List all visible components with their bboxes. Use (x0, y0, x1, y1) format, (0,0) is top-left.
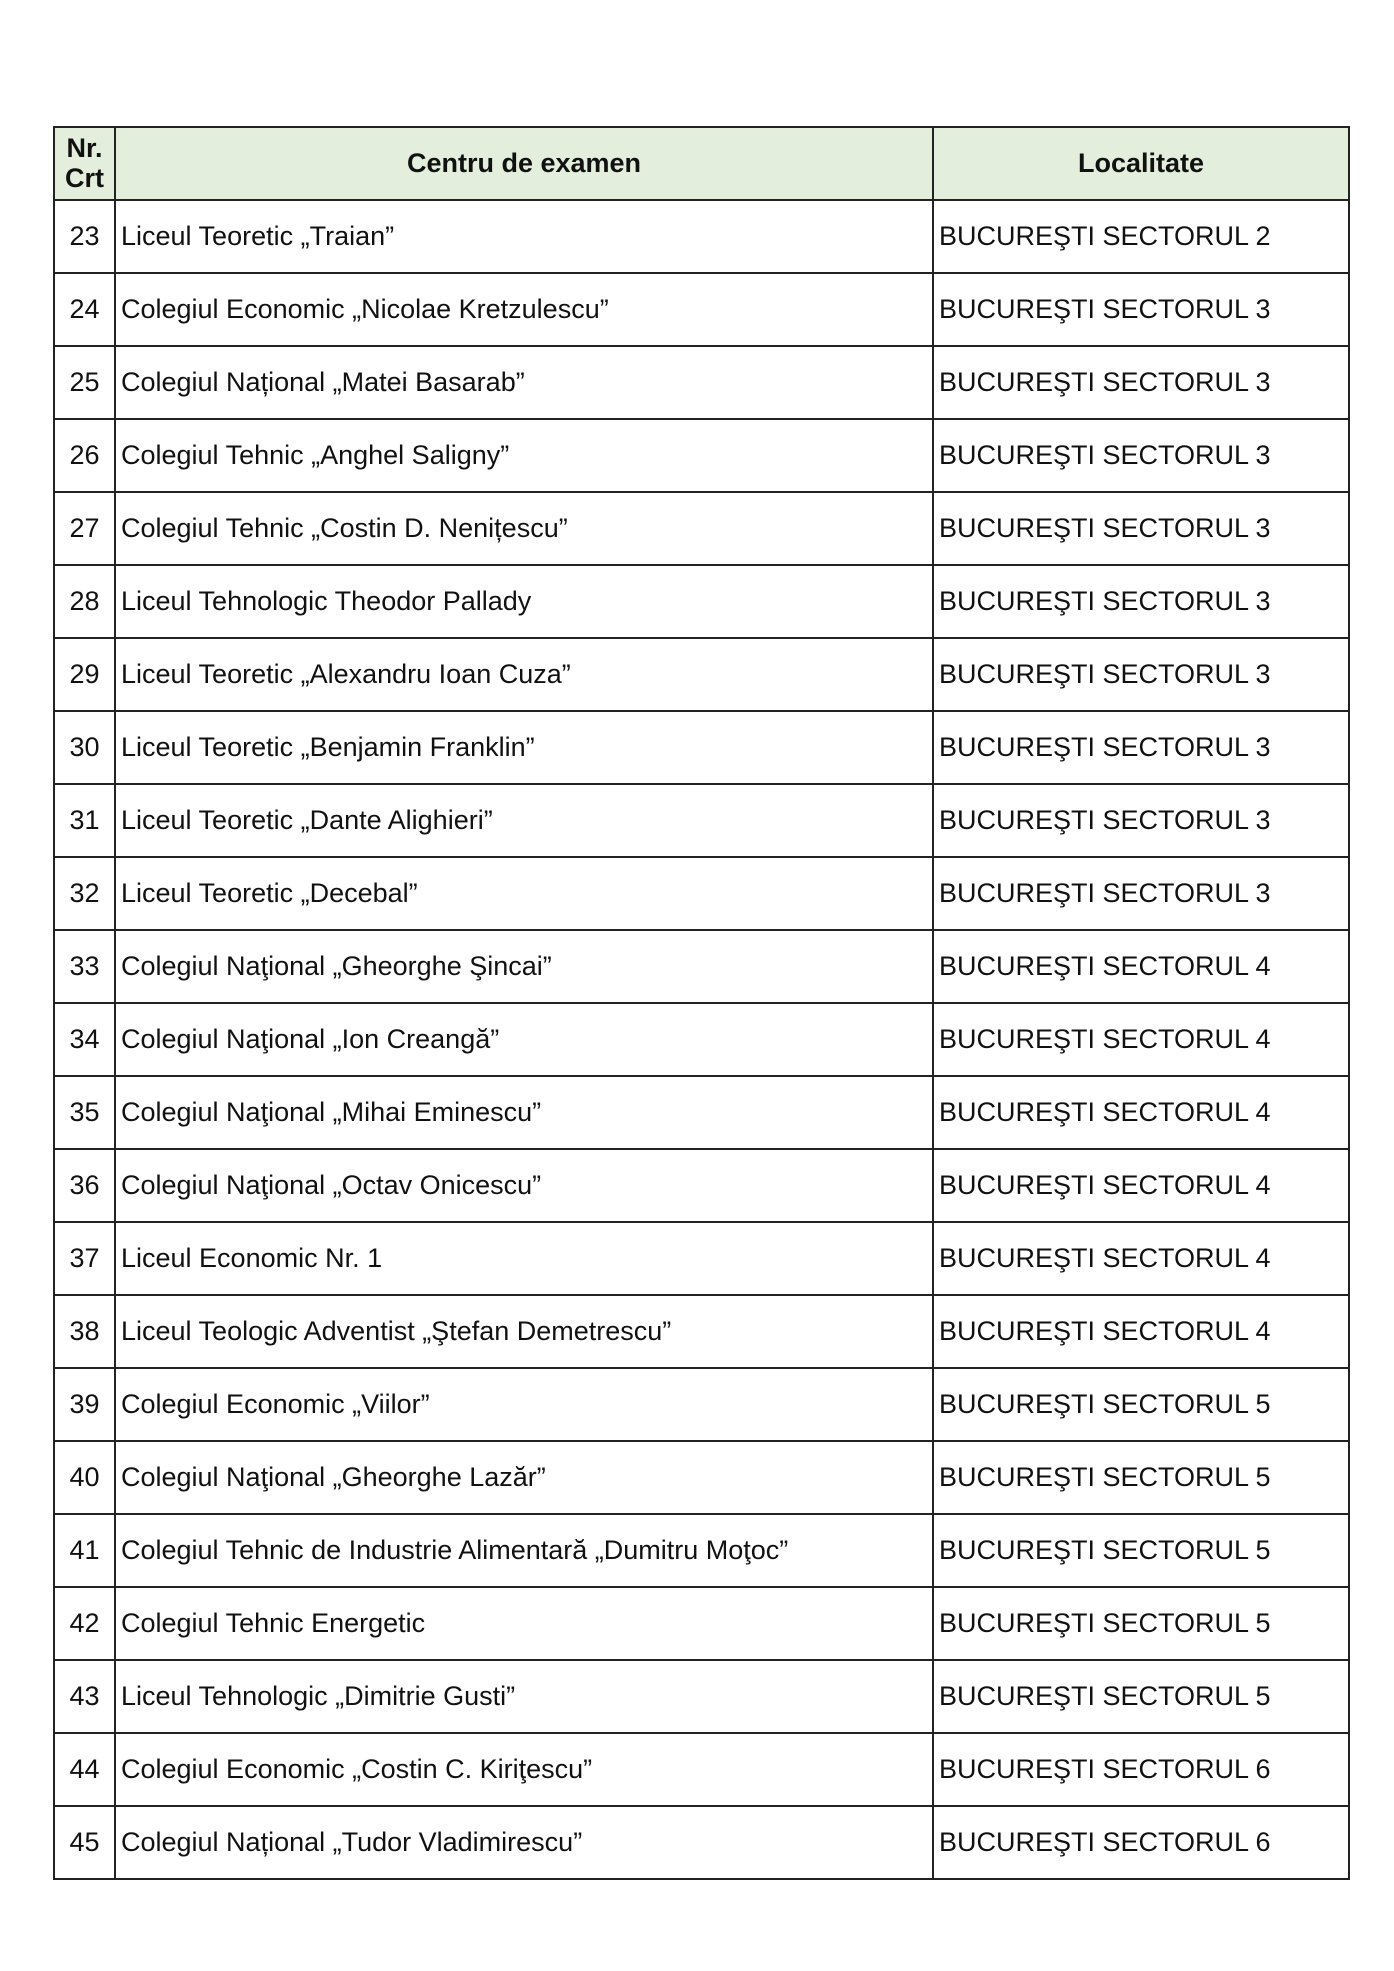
table-row (54, 1076, 1349, 1149)
cell-localitate: BUCUREŞTI SECTORUL 5 (933, 1368, 1349, 1441)
cell-nr-crt: 28 (54, 565, 115, 638)
cell-nr-crt: 40 (54, 1441, 115, 1514)
table-row (54, 1806, 1349, 1879)
cell-nr-crt: 24 (54, 273, 115, 346)
table-row (54, 1149, 1349, 1222)
cell-nr-crt: 43 (54, 1660, 115, 1733)
cell-localitate: BUCUREŞTI SECTORUL 4 (933, 1222, 1349, 1295)
cell-nr-crt: 41 (54, 1514, 115, 1587)
header-localitate: Localitate (933, 127, 1349, 200)
cell-nr-crt: 25 (54, 346, 115, 419)
cell-nr-crt: 31 (54, 784, 115, 857)
table-row (54, 638, 1349, 711)
cell-centru-de-examen: Colegiul Naţional „Gheorghe Lazăr” (115, 1441, 933, 1514)
cell-localitate: BUCUREŞTI SECTORUL 2 (933, 200, 1349, 273)
table-row (54, 1441, 1349, 1514)
table-row (54, 1514, 1349, 1587)
cell-nr-crt: 26 (54, 419, 115, 492)
cell-localitate: BUCUREŞTI SECTORUL 3 (933, 273, 1349, 346)
cell-centru-de-examen: Liceul Tehnologic „Dimitrie Gusti” (115, 1660, 933, 1733)
table-row (54, 492, 1349, 565)
cell-centru-de-examen: Liceul Teoretic „Decebal” (115, 857, 933, 930)
cell-centru-de-examen: Liceul Economic Nr. 1 (115, 1222, 933, 1295)
cell-nr-crt: 37 (54, 1222, 115, 1295)
header-nr-line1: Nr. (66, 132, 103, 163)
cell-localitate: BUCUREŞTI SECTORUL 6 (933, 1806, 1349, 1879)
cell-localitate: BUCUREŞTI SECTORUL 5 (933, 1587, 1349, 1660)
cell-localitate: BUCUREŞTI SECTORUL 4 (933, 930, 1349, 1003)
table-row (54, 565, 1349, 638)
cell-centru-de-examen: Colegiul Național „Matei Basarab” (115, 346, 933, 419)
table-row (54, 200, 1349, 273)
cell-localitate: BUCUREŞTI SECTORUL 4 (933, 1295, 1349, 1368)
table-row (54, 1587, 1349, 1660)
cell-localitate: BUCUREŞTI SECTORUL 3 (933, 784, 1349, 857)
cell-nr-crt: 29 (54, 638, 115, 711)
cell-centru-de-examen: Colegiul Naţional „Octav Onicescu” (115, 1149, 933, 1222)
cell-centru-de-examen: Colegiul Economic „Costin C. Kiriţescu” (115, 1733, 933, 1806)
cell-centru-de-examen: Colegiul Național „Tudor Vladimirescu” (115, 1806, 933, 1879)
cell-centru-de-examen: Colegiul Economic „Viilor” (115, 1368, 933, 1441)
table-row (54, 346, 1349, 419)
cell-centru-de-examen: Colegiul Naţional „Mihai Eminescu” (115, 1076, 933, 1149)
table-row (54, 1368, 1349, 1441)
cell-localitate: BUCUREŞTI SECTORUL 3 (933, 492, 1349, 565)
cell-localitate: BUCUREŞTI SECTORUL 3 (933, 346, 1349, 419)
header-row (54, 127, 1349, 200)
cell-centru-de-examen: Colegiul Naţional „Gheorghe Şincai” (115, 930, 933, 1003)
cell-centru-de-examen: Colegiul Tehnic Energetic (115, 1587, 933, 1660)
cell-nr-crt: 27 (54, 492, 115, 565)
header-centru: Centru de examen (115, 127, 933, 200)
cell-localitate: BUCUREŞTI SECTORUL 5 (933, 1441, 1349, 1514)
cell-centru-de-examen: Colegiul Tehnic „Costin D. Nenițescu” (115, 492, 933, 565)
header-nr-crt (54, 127, 115, 200)
cell-nr-crt: 34 (54, 1003, 115, 1076)
table-row (54, 1660, 1349, 1733)
cell-centru-de-examen: Liceul Teoretic „Benjamin Franklin” (115, 711, 933, 784)
cell-localitate: BUCUREŞTI SECTORUL 4 (933, 1076, 1349, 1149)
table-row (54, 1733, 1349, 1806)
table-row (54, 1222, 1349, 1295)
cell-centru-de-examen: Liceul Tehnologic Theodor Pallady (115, 565, 933, 638)
cell-localitate: BUCUREŞTI SECTORUL 3 (933, 419, 1349, 492)
cell-nr-crt: 33 (54, 930, 115, 1003)
table-row (54, 711, 1349, 784)
table-row (54, 784, 1349, 857)
cell-nr-crt: 45 (54, 1806, 115, 1879)
table-row (54, 930, 1349, 1003)
cell-centru-de-examen: Liceul Teoretic „Alexandru Ioan Cuza” (115, 638, 933, 711)
cell-centru-de-examen: Liceul Teoretic „Traian” (115, 200, 933, 273)
cell-centru-de-examen: Colegiul Tehnic „Anghel Saligny” (115, 419, 933, 492)
cell-centru-de-examen: Colegiul Economic „Nicolae Kretzulescu” (115, 273, 933, 346)
table-row (54, 857, 1349, 930)
cell-nr-crt: 38 (54, 1295, 115, 1368)
cell-localitate: BUCUREŞTI SECTORUL 5 (933, 1660, 1349, 1733)
exam-centers-table (53, 126, 1350, 1880)
cell-localitate: BUCUREŞTI SECTORUL 4 (933, 1149, 1349, 1222)
table-row (54, 273, 1349, 346)
cell-nr-crt: 32 (54, 857, 115, 930)
cell-nr-crt: 30 (54, 711, 115, 784)
cell-localitate: BUCUREŞTI SECTORUL 3 (933, 857, 1349, 930)
cell-nr-crt: 42 (54, 1587, 115, 1660)
cell-centru-de-examen: Colegiul Tehnic de Industrie Alimentară „Dumitru Moţoc” (115, 1514, 933, 1587)
cell-localitate: BUCUREŞTI SECTORUL 3 (933, 638, 1349, 711)
cell-centru-de-examen: Liceul Teoretic „Dante Alighieri” (115, 784, 933, 857)
table-body (54, 200, 1349, 1879)
cell-nr-crt: 44 (54, 1733, 115, 1806)
cell-nr-crt: 36 (54, 1149, 115, 1222)
table-row (54, 419, 1349, 492)
header-nr-line2: Crt (65, 162, 104, 193)
cell-nr-crt: 39 (54, 1368, 115, 1441)
cell-nr-crt: 23 (54, 200, 115, 273)
cell-centru-de-examen: Liceul Teologic Adventist „Ştefan Demetrescu” (115, 1295, 933, 1368)
cell-localitate: BUCUREŞTI SECTORUL 3 (933, 565, 1349, 638)
cell-localitate: BUCUREŞTI SECTORUL 6 (933, 1733, 1349, 1806)
cell-localitate: BUCUREŞTI SECTORUL 3 (933, 711, 1349, 784)
cell-nr-crt: 35 (54, 1076, 115, 1149)
table-row (54, 1003, 1349, 1076)
cell-localitate: BUCUREŞTI SECTORUL 5 (933, 1514, 1349, 1587)
table-row (54, 1295, 1349, 1368)
table-header (54, 127, 1349, 200)
cell-localitate: BUCUREŞTI SECTORUL 4 (933, 1003, 1349, 1076)
cell-centru-de-examen: Colegiul Naţional „Ion Creangă” (115, 1003, 933, 1076)
